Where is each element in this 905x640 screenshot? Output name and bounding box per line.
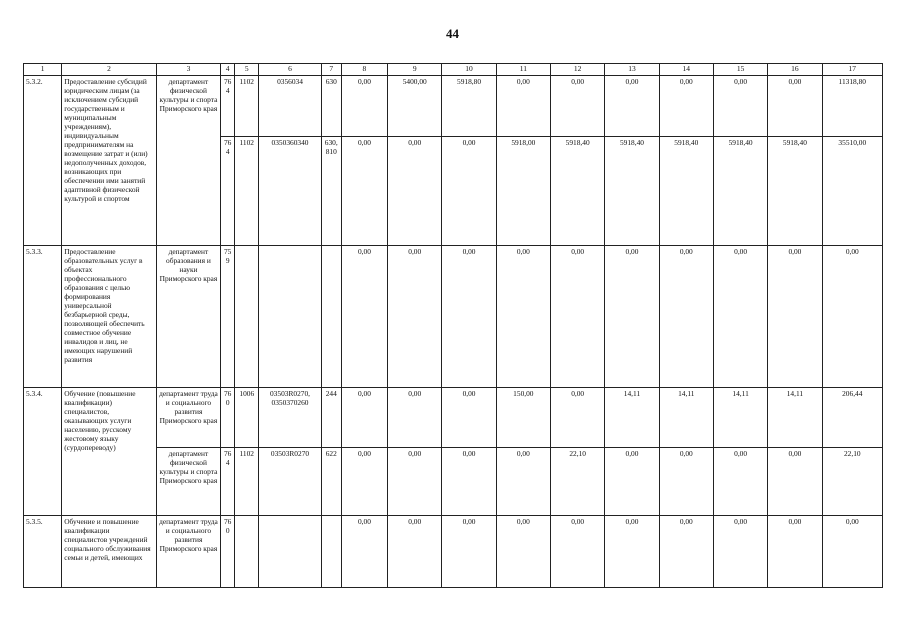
cell-c4: 759 bbox=[221, 246, 235, 388]
cell-c11: 0,00 bbox=[496, 246, 550, 388]
cell-c5 bbox=[235, 516, 259, 588]
row-department: департамент физической культуры и спорта Приморского края bbox=[156, 76, 220, 246]
cell-c15: 0,00 bbox=[713, 246, 767, 388]
cell-c6 bbox=[259, 246, 321, 388]
cell-c8: 0,00 bbox=[341, 388, 387, 448]
cell-c10: 5918,80 bbox=[442, 76, 496, 137]
cell-c9: 0,00 bbox=[388, 516, 442, 588]
cell-c14: 0,00 bbox=[659, 76, 713, 137]
cell-c14: 0,00 bbox=[659, 516, 713, 588]
cell-c16: 5918,40 bbox=[768, 137, 822, 246]
cell-c8: 0,00 bbox=[341, 137, 387, 246]
cell-c12: 0,00 bbox=[551, 388, 605, 448]
cell-c6 bbox=[259, 516, 321, 588]
header-cell: 14 bbox=[659, 64, 713, 76]
cell-c11: 0,00 bbox=[496, 516, 550, 588]
header-cell: 4 bbox=[221, 64, 235, 76]
cell-c12: 0,00 bbox=[551, 76, 605, 137]
cell-c6: 0356034 bbox=[259, 76, 321, 137]
cell-c15: 0,00 bbox=[713, 448, 767, 516]
row-code: 5.3.5. bbox=[24, 516, 62, 588]
row-name: Предоставление образовательных услуг в объектах профессионального образования с целью формирования универсальной безбарьерной среды, позволяющей обеспечить совместное обучение инвалидов и лиц, не имеющих нарушений развития bbox=[62, 246, 157, 388]
cell-c13: 0,00 bbox=[605, 516, 659, 588]
cell-c14: 0,00 bbox=[659, 246, 713, 388]
cell-c5: 1102 bbox=[235, 76, 259, 137]
cell-c10: 0,00 bbox=[442, 448, 496, 516]
cell-c16: 0,00 bbox=[768, 246, 822, 388]
table-row bbox=[24, 388, 883, 448]
header-cell: 5 bbox=[235, 64, 259, 76]
cell-c13: 5918,40 bbox=[605, 137, 659, 246]
cell-c11: 0,00 bbox=[496, 76, 550, 137]
cell-c14: 0,00 bbox=[659, 448, 713, 516]
header-cell: 9 bbox=[388, 64, 442, 76]
header-cell: 17 bbox=[822, 64, 882, 76]
cell-c17: 11318,80 bbox=[822, 76, 882, 137]
table-row bbox=[24, 516, 883, 588]
cell-c7: 630 bbox=[321, 76, 341, 137]
cell-c10: 0,00 bbox=[442, 388, 496, 448]
cell-c4: 764 bbox=[221, 448, 235, 516]
row-code: 5.3.3. bbox=[24, 246, 62, 388]
cell-c9: 0,00 bbox=[388, 137, 442, 246]
cell-c5: 1006 bbox=[235, 388, 259, 448]
cell-c7 bbox=[321, 246, 341, 388]
cell-c13: 0,00 bbox=[605, 76, 659, 137]
cell-c13: 0,00 bbox=[605, 246, 659, 388]
cell-c5: 1102 bbox=[235, 137, 259, 246]
cell-c4: 764 bbox=[221, 76, 235, 137]
header-cell: 11 bbox=[496, 64, 550, 76]
row-department: департамент физической культуры и спорта Приморского края bbox=[156, 448, 220, 516]
cell-c7: 622 bbox=[321, 448, 341, 516]
cell-c13: 14,11 bbox=[605, 388, 659, 448]
header-cell: 16 bbox=[768, 64, 822, 76]
cell-c8: 0,00 bbox=[341, 76, 387, 137]
header-row bbox=[24, 64, 883, 76]
cell-c7 bbox=[321, 516, 341, 588]
cell-c17: 0,00 bbox=[822, 516, 882, 588]
cell-c12: 22,10 bbox=[551, 448, 605, 516]
cell-c7: 244 bbox=[321, 388, 341, 448]
cell-c15: 5918,40 bbox=[713, 137, 767, 246]
header-cell: 15 bbox=[713, 64, 767, 76]
row-name: Обучение (повышение квалификации) специалистов, оказывающих услуги населению, русскому жестовому языку (сурдопереводу) bbox=[62, 388, 157, 516]
header-cell: 1 bbox=[24, 64, 62, 76]
row-code: 5.3.2. bbox=[24, 76, 62, 246]
row-department: департамент образования и науки Приморского края bbox=[156, 246, 220, 388]
cell-c5 bbox=[235, 246, 259, 388]
header-cell: 7 bbox=[321, 64, 341, 76]
cell-c6: 03503R0270, 0350370260 bbox=[259, 388, 321, 448]
cell-c10: 0,00 bbox=[442, 137, 496, 246]
table-row bbox=[24, 246, 883, 388]
cell-c14: 5918,40 bbox=[659, 137, 713, 246]
cell-c14: 14,11 bbox=[659, 388, 713, 448]
cell-c17: 206,44 bbox=[822, 388, 882, 448]
cell-c16: 0,00 bbox=[768, 516, 822, 588]
cell-c12: 0,00 bbox=[551, 516, 605, 588]
row-name: Обучение и повышение квалификации специалистов учреждений социального обслуживания семьи и детей, имеющих bbox=[62, 516, 157, 588]
cell-c4: 760 bbox=[221, 388, 235, 448]
cell-c9: 0,00 bbox=[388, 448, 442, 516]
cell-c4: 764 bbox=[221, 137, 235, 246]
cell-c17: 35510,00 bbox=[822, 137, 882, 246]
cell-c15: 0,00 bbox=[713, 76, 767, 137]
cell-c16: 0,00 bbox=[768, 76, 822, 137]
cell-c6: 0350360340 bbox=[259, 137, 321, 246]
cell-c9: 0,00 bbox=[388, 246, 442, 388]
cell-c5: 1102 bbox=[235, 448, 259, 516]
cell-c11: 0,00 bbox=[496, 448, 550, 516]
cell-c7: 630, 810 bbox=[321, 137, 341, 246]
row-name: Предоставление субсидий юридическим лицам (за исключением субсидий государственным и муниципальным учреждениям), индивидуальным предпринимателям на возмещение затрат и (или) недополученных доходов, возникающих при обеспечении ими занятий адаптивной физической культурой и спортом bbox=[62, 76, 157, 246]
cell-c11: 5918,00 bbox=[496, 137, 550, 246]
cell-c16: 0,00 bbox=[768, 448, 822, 516]
cell-c8: 0,00 bbox=[341, 448, 387, 516]
cell-c9: 0,00 bbox=[388, 388, 442, 448]
budget-table bbox=[23, 63, 883, 588]
cell-c12: 0,00 bbox=[551, 246, 605, 388]
row-code: 5.3.4. bbox=[24, 388, 62, 516]
cell-c8: 0,00 bbox=[341, 246, 387, 388]
header-cell: 6 bbox=[259, 64, 321, 76]
row-department: департамент труда и социального развития Приморского края bbox=[156, 388, 220, 448]
cell-c17: 0,00 bbox=[822, 246, 882, 388]
cell-c10: 0,00 bbox=[442, 516, 496, 588]
cell-c12: 5918,40 bbox=[551, 137, 605, 246]
row-department: департамент труда и социального развития Приморского края bbox=[156, 516, 220, 588]
cell-c4: 760 bbox=[221, 516, 235, 588]
cell-c17: 22,10 bbox=[822, 448, 882, 516]
cell-c16: 14,11 bbox=[768, 388, 822, 448]
cell-c15: 0,00 bbox=[713, 516, 767, 588]
table-row bbox=[24, 76, 883, 137]
header-cell: 2 bbox=[62, 64, 157, 76]
header-cell: 10 bbox=[442, 64, 496, 76]
header-cell: 3 bbox=[156, 64, 220, 76]
page-number: 44 bbox=[446, 26, 459, 41]
cell-c10: 0,00 bbox=[442, 246, 496, 388]
header-cell: 13 bbox=[605, 64, 659, 76]
cell-c11: 150,00 bbox=[496, 388, 550, 448]
cell-c9: 5400,00 bbox=[388, 76, 442, 137]
cell-c6: 03503R0270 bbox=[259, 448, 321, 516]
header-cell: 8 bbox=[341, 64, 387, 76]
header-cell: 12 bbox=[551, 64, 605, 76]
cell-c15: 14,11 bbox=[713, 388, 767, 448]
cell-c8: 0,00 bbox=[341, 516, 387, 588]
cell-c13: 0,00 bbox=[605, 448, 659, 516]
